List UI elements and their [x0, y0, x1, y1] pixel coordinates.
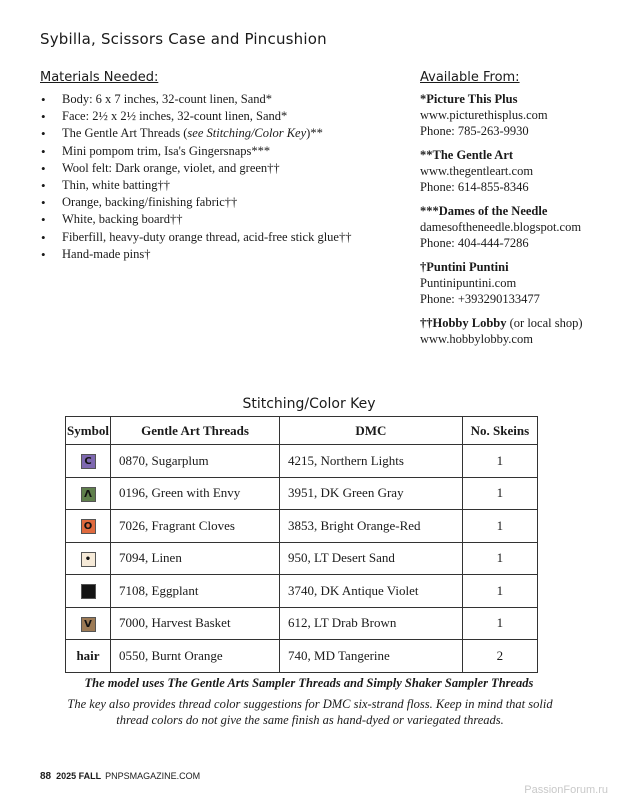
source-url: www.picturethisplus.com: [420, 108, 548, 122]
watermark: PassionForum.ru: [524, 784, 608, 796]
source-phone: Phone: +393290133477: [420, 292, 540, 306]
material-text: Fiberfill, heavy-duty orange thread, acid-free stick glue††: [62, 229, 352, 244]
model-note: The model uses The Gentle Arts Sampler Threads and Simply Shaker Sampler Threads: [84, 676, 534, 690]
list-item: [40, 194, 400, 211]
symbol-swatch: V: [81, 617, 96, 632]
skeins-cell: 1: [462, 607, 537, 640]
source-url: Puntinipuntini.com: [420, 276, 517, 290]
source-url: www.hobbylobby.com: [420, 332, 533, 346]
sources-list: [420, 91, 610, 355]
skeins-cell: 1: [462, 542, 537, 575]
list-item: [40, 229, 400, 246]
source-name: †Puntini Puntini: [420, 260, 509, 274]
table-row: [66, 607, 538, 640]
column-header-threads: Gentle Art Threads: [111, 417, 280, 445]
source-picture-this-plus: [420, 91, 610, 139]
list-item: [40, 143, 400, 160]
source-name: ††Hobby Lobby: [420, 316, 507, 330]
skeins-cell: 1: [462, 575, 537, 608]
material-text: The Gentle Art Threads (: [62, 126, 188, 141]
materials-heading: Materials Needed:: [40, 70, 159, 85]
skeins-cell: 1: [462, 477, 537, 510]
dmc-cell: 612, LT Drab Brown: [280, 607, 463, 640]
list-item: [40, 246, 400, 263]
column-header-dmc: DMC: [280, 417, 463, 445]
source-name: **The Gentle Art: [420, 148, 514, 162]
threads-cell: 7108, Eggplant: [111, 575, 280, 608]
page-title: Sybilla, Scissors Case and Pincushion: [40, 30, 327, 48]
threads-cell: 0550, Burnt Orange: [111, 640, 280, 673]
source-gentle-art: [420, 147, 610, 195]
table-row: [66, 445, 538, 478]
list-item: [40, 125, 400, 142]
material-text: White, backing board††: [62, 212, 183, 227]
symbol-swatch: C: [81, 454, 96, 469]
dmc-cell: 3740, DK Antique Violet: [280, 575, 463, 608]
material-text: Hand-made pins†: [62, 246, 151, 261]
dmc-cell: 950, LT Desert Sand: [280, 542, 463, 575]
skeins-cell: 1: [462, 445, 537, 478]
source-dames-of-the-needle: [420, 203, 610, 251]
column-header-symbol: Symbol: [66, 417, 111, 445]
source-phone: Phone: 785-263-9930: [420, 124, 529, 138]
source-hobby-lobby: [420, 315, 610, 347]
symbol-swatch: Λ: [81, 487, 96, 502]
issue-label: 2025 FALL: [56, 771, 102, 781]
dmc-cell: 3853, Bright Orange-Red: [280, 510, 463, 543]
key-note: The key also provides thread color suggestions for DMC six-strand floss. Keep in mind that solid thread colors do not give the same finish as hand-dyed or variegated threads.: [67, 697, 553, 727]
material-text: Thin, white batting††: [62, 178, 170, 193]
threads-cell: 7000, Harvest Basket: [111, 607, 280, 640]
materials-list: [40, 91, 400, 263]
list-item: [40, 108, 400, 125]
threads-cell: 0196, Green with Envy: [111, 477, 280, 510]
material-text: Wool felt: Dark orange, violet, and green††: [62, 160, 280, 175]
skeins-cell: 2: [462, 640, 537, 673]
available-heading: Available From:: [420, 70, 520, 85]
source-phone: Phone: 404-444-7286: [420, 236, 529, 250]
symbol-text-hair: hair: [76, 647, 100, 663]
material-italic-text: see Stitching/Color Key: [187, 126, 307, 141]
material-text-after: )**: [306, 126, 323, 141]
page-footer: [40, 771, 200, 782]
table-row: [66, 640, 538, 673]
symbol-cell: [66, 575, 111, 608]
source-name: ***Dames of the Needle: [420, 204, 548, 218]
table-header-row: [66, 417, 538, 445]
source-note: (or local shop): [506, 316, 583, 330]
material-text: Orange, backing/finishing fabric††: [62, 195, 238, 210]
threads-cell: 0870, Sugarplum: [111, 445, 280, 478]
skeins-cell: 1: [462, 510, 537, 543]
material-text: Body: 6 x 7 inches, 32-count linen, Sand*: [62, 92, 273, 106]
source-phone: Phone: 614-855-8346: [420, 180, 529, 194]
color-key-title: Stitching/Color Key: [242, 396, 376, 412]
symbol-cell: [66, 640, 111, 673]
symbol-cell: [66, 477, 111, 510]
dmc-cell: 3951, DK Green Gray: [280, 477, 463, 510]
threads-cell: 7094, Linen: [111, 542, 280, 575]
magazine-site: PNPSMAGAZINE.COM: [105, 771, 201, 781]
symbol-cell: [66, 607, 111, 640]
table-row: [66, 542, 538, 575]
material-text: Mini pompom trim, Isa's Gingersnaps***: [62, 143, 271, 158]
list-item: [40, 177, 400, 194]
list-item: [40, 91, 400, 108]
threads-cell: 7026, Fragrant Cloves: [111, 510, 280, 543]
symbol-cell: [66, 510, 111, 543]
page-number: 88: [40, 771, 52, 782]
table-row: [66, 510, 538, 543]
table-row: [66, 477, 538, 510]
table-row: [66, 575, 538, 608]
symbol-swatch: •: [81, 552, 96, 567]
symbol-cell: [66, 542, 111, 575]
column-header-skeins: No. Skeins: [462, 417, 537, 445]
list-item: [40, 160, 400, 177]
dmc-cell: 4215, Northern Lights: [280, 445, 463, 478]
symbol-swatch: [81, 584, 96, 599]
symbol-cell: [66, 445, 111, 478]
source-url: damesoftheneedle.blogspot.com: [420, 220, 582, 234]
material-text: Face: 2½ x 2½ inches, 32-count linen, Sand*: [62, 109, 288, 124]
source-name: *Picture This Plus: [420, 92, 518, 106]
color-key-table: [65, 416, 538, 673]
symbol-swatch: O: [81, 519, 96, 534]
source-puntini-puntini: [420, 259, 610, 307]
dmc-cell: 740, MD Tangerine: [280, 640, 463, 673]
list-item: [40, 211, 400, 228]
source-url: www.thegentleart.com: [420, 164, 534, 178]
